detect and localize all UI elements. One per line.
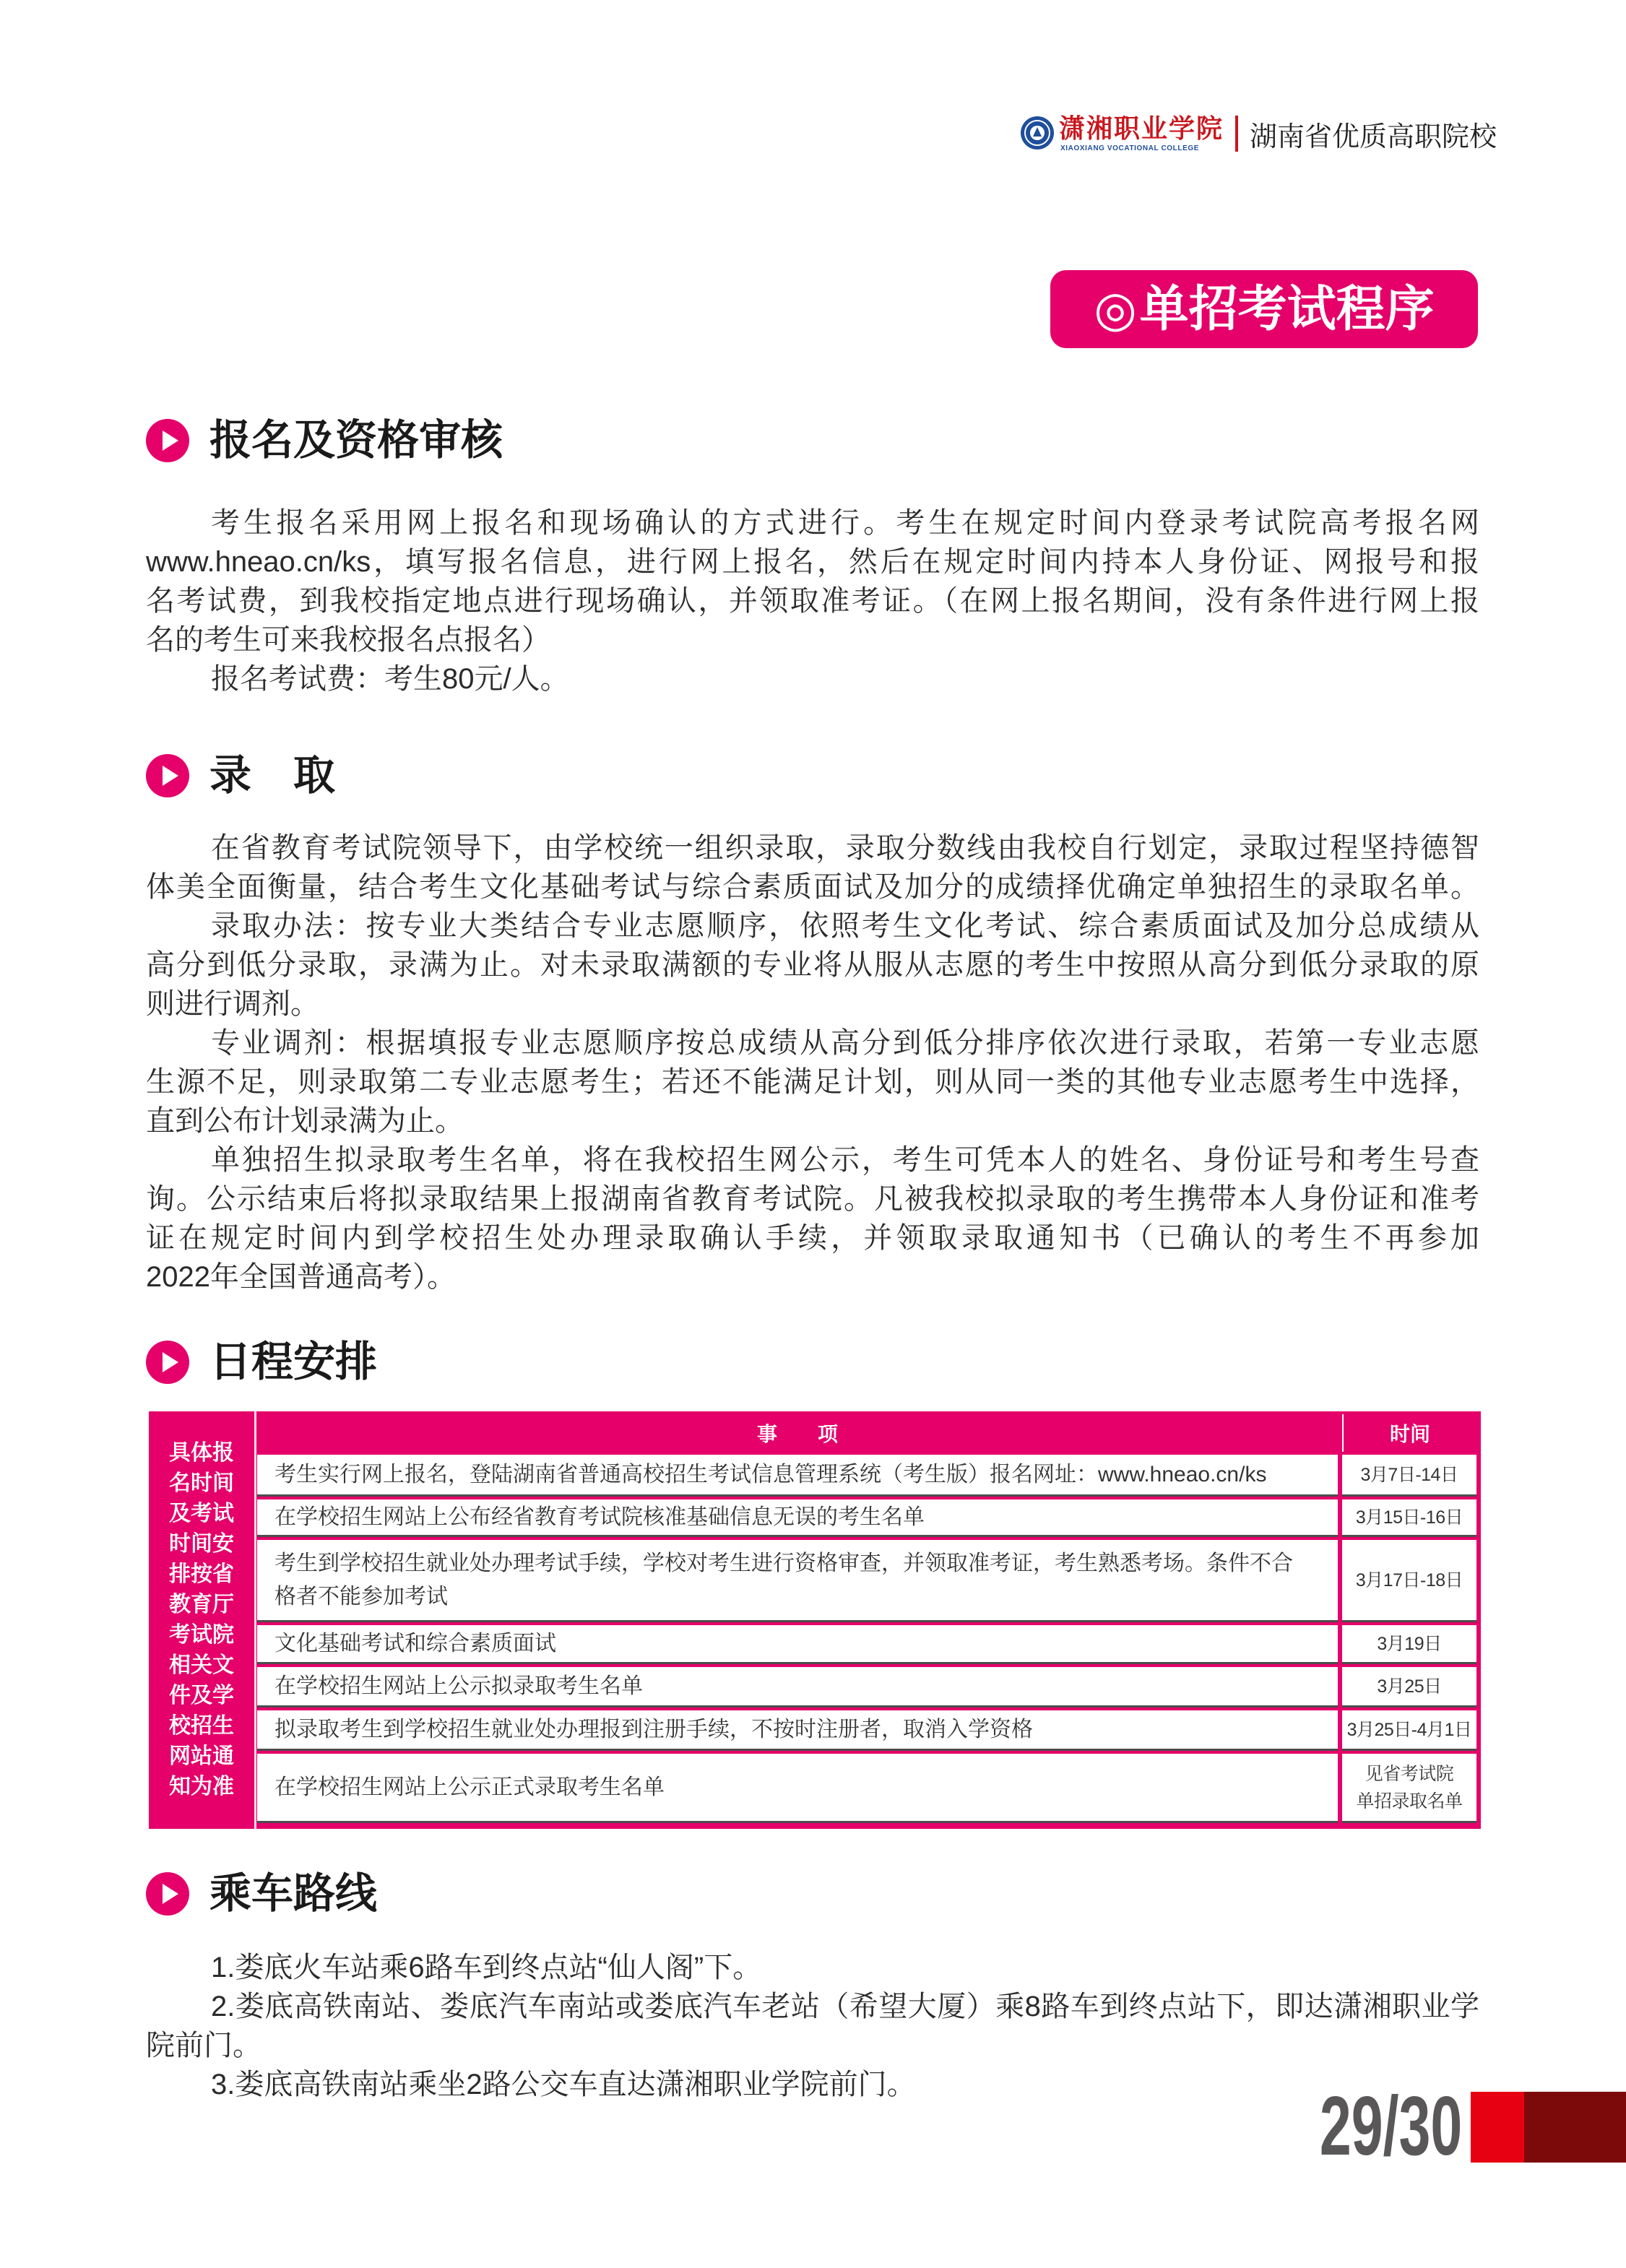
schedule-time-cell — [1342, 1667, 1476, 1708]
paragraph-line: 体美全面衡量，结合考生文化基础考试与综合素质面试及加分的成绩择优确定单独招生的录取名单。 — [146, 871, 1479, 903]
column-header-time: 时间 — [1342, 1414, 1476, 1452]
paragraph-line: 1.娄底火车站乘6路车到终点站“仙人阁”下。 — [211, 1952, 762, 1983]
section-title: 录 取 — [209, 752, 336, 799]
cell-line: 3月19日 — [1377, 1633, 1442, 1654]
schedule-time-cell — [1342, 1754, 1476, 1823]
paragraph-line: 单独招生拟录取考生名单，将在我校招生网公示，考生可凭本人的姓名、身份证号和考生号查 — [211, 1144, 1479, 1176]
schedule-time-cell — [1342, 1540, 1476, 1622]
page-title-badge — [1050, 270, 1478, 348]
logo-english-name: XIAOXIANG VOCATIONAL COLLEGE — [1060, 144, 1199, 152]
schedule-time-cell — [1342, 1625, 1476, 1664]
paragraph-line: 2022年全国普通高考）。 — [146, 1261, 456, 1293]
schedule-item-cell — [257, 1710, 1338, 1751]
play-triangle-icon — [146, 1872, 189, 1916]
schedule-table — [149, 1411, 1481, 1829]
schedule-time-cell — [1342, 1499, 1476, 1537]
cell-line: 单招录取名单 — [1356, 1791, 1463, 1812]
paragraph-line: 生源不足，则录取第二专业志愿考生；若还不能满足计划，则从同一类的其他专业志愿考生中选择， — [146, 1066, 1479, 1098]
section-title: 乘车路线 — [209, 1870, 378, 1917]
section-title: 日程安排 — [209, 1338, 378, 1385]
admission-text — [146, 828, 1479, 1297]
section-heading-registration — [146, 419, 503, 462]
column-header-item: 事 项 — [756, 1423, 838, 1445]
paragraph-line: 2.娄底高铁南站、娄底汽车南站或娄底汽车老站（希望大厦）乘8路车到终点站下，即达潇湘职业学 — [211, 1991, 1479, 2022]
cell-line: 3月25日 — [1377, 1676, 1442, 1697]
page-number: 29/30 — [1319, 2079, 1462, 2173]
paragraph-line: 录取办法：按专业大类结合专业志愿顺序，依照考生文化考试、综合素质面试及加分总成绩从 — [211, 910, 1479, 942]
cell-line: 3月7日-14日 — [1360, 1464, 1458, 1485]
paragraph-line: 证在规定时间内到学校招生处办理录取确认手续，并领取录取通知书（已确认的考生不再参加 — [146, 1222, 1479, 1254]
cell-line: 考生到学校招生就业处办理考试手续，学校对考生进行资格审查，并领取准考证，考生熟悉考场。条件不合 — [274, 1551, 1293, 1575]
cell-line: 见省考试院 — [1365, 1763, 1454, 1784]
cell-line: 考生实行网上报名，登陆湖南省普通高校招生考试信息管理系统（考生版）报名网址：www.hneao.cn/ks — [274, 1462, 1267, 1486]
paragraph-line: 专业调剂：根据填报专业志愿顺序按总成绩从高分到低分排序依次进行录取，若第一专业志愿 — [211, 1027, 1479, 1059]
paragraph-line: 考生报名采用网上报名和现场确认的方式进行。考生在规定时间内登录考试院高考报名网 — [211, 507, 1479, 539]
logo-chinese-name: 潇湘职业学院 — [1059, 113, 1224, 144]
transport-text — [146, 1948, 1479, 2104]
column-divider — [254, 1411, 256, 1829]
cell-line: 在学校招生网站上公示拟录取考生名单 — [274, 1674, 643, 1698]
schedule-item-cell — [257, 1667, 1338, 1708]
paragraph-line: 高分到低分录取，录满为止。对未录取满额的专业将从服从志愿的考生中按照从高分到低分录取的原 — [146, 949, 1479, 981]
cell-line: 3月15日-16日 — [1355, 1507, 1463, 1528]
page-title: 单招考试程序 — [1139, 282, 1435, 337]
schedule-time-cell — [1342, 1710, 1476, 1751]
paragraph-line: 询。公示结束后将拟录取结果上报湖南省教育考试院。凡被我校拟录取的考生携带本人身份证和准考 — [146, 1183, 1479, 1215]
header-tagline: 湖南省优质高职院校 — [1250, 122, 1497, 152]
schedule-item-cell — [257, 1499, 1338, 1537]
paragraph-line: 名考试费，到我校指定地点进行现场确认，并领取准考证。（在网上报名期间，没有条件进行网上报 — [146, 585, 1479, 617]
schedule-grid — [257, 1414, 1476, 1823]
cell-line: 拟录取考生到学校招生就业处办理报到注册手续，不按时注册者，取消入学资格 — [274, 1717, 1033, 1741]
paragraph-line: 名的考生可来我校报名点报名） — [146, 624, 550, 656]
schedule-item-cell — [257, 1625, 1338, 1664]
college-emblem-icon — [1020, 116, 1055, 150]
schedule-item-cell — [257, 1754, 1338, 1823]
paragraph-line: 则进行调剂。 — [146, 988, 319, 1020]
play-triangle-icon — [146, 1341, 189, 1384]
cell-line: 在学校招生网站上公布经省教育考试院核准基础信息无误的考生名单 — [274, 1505, 925, 1529]
header-divider — [1235, 116, 1238, 152]
section-title: 报名及资格审核 — [209, 417, 503, 464]
paragraph-line: 3.娄底高铁南站乘坐2路公交车直达潇湘职业学院前门。 — [211, 2069, 916, 2100]
cell-line: 文化基础考试和综合素质面试 — [274, 1631, 556, 1655]
double-circle-icon: ◎ — [1094, 282, 1137, 337]
paragraph-line: 院前门。 — [146, 2030, 261, 2061]
section-heading-transport — [146, 1872, 377, 1916]
schedule-item-cell — [257, 1540, 1338, 1622]
cell-line: 3月17日-18日 — [1355, 1570, 1463, 1590]
paragraph-line: 在省教育考试院领导下，由学校统一组织录取，录取分数线由我校自行划定，录取过程坚持德智 — [211, 832, 1479, 864]
play-triangle-icon — [146, 419, 189, 462]
footer-red-block — [1471, 2092, 1524, 2163]
registration-text — [146, 503, 1479, 698]
section-heading-schedule — [146, 1338, 378, 1385]
cell-line: 3月25日-4月1日 — [1346, 1719, 1472, 1740]
section-heading-admission — [146, 754, 335, 797]
cell-line: 在学校招生网站上公示正式录取考生名单 — [274, 1775, 665, 1799]
cell-line: 格者不能参加考试 — [274, 1584, 448, 1609]
schedule-time-cell — [1342, 1455, 1476, 1497]
footer-dark-block — [1524, 2092, 1626, 2163]
schedule-item-cell — [257, 1455, 1338, 1497]
paragraph-line: 报名考试费：考生80元/人。 — [211, 663, 569, 695]
schedule-side-note — [149, 1411, 254, 1829]
paragraph-line: 直到公布计划录满为止。 — [146, 1105, 464, 1137]
paragraph-line: www.hneao.cn/ks，填写报名信息，进行网上报名，然后在规定时间内持本人身份证、网报号和报 — [146, 546, 1479, 578]
side-note-text: 具体报名时间及考试时间安排按省教育厅考试院相关文件及学校招生网站通知为准 — [169, 1441, 234, 1799]
play-triangle-icon — [146, 754, 189, 797]
